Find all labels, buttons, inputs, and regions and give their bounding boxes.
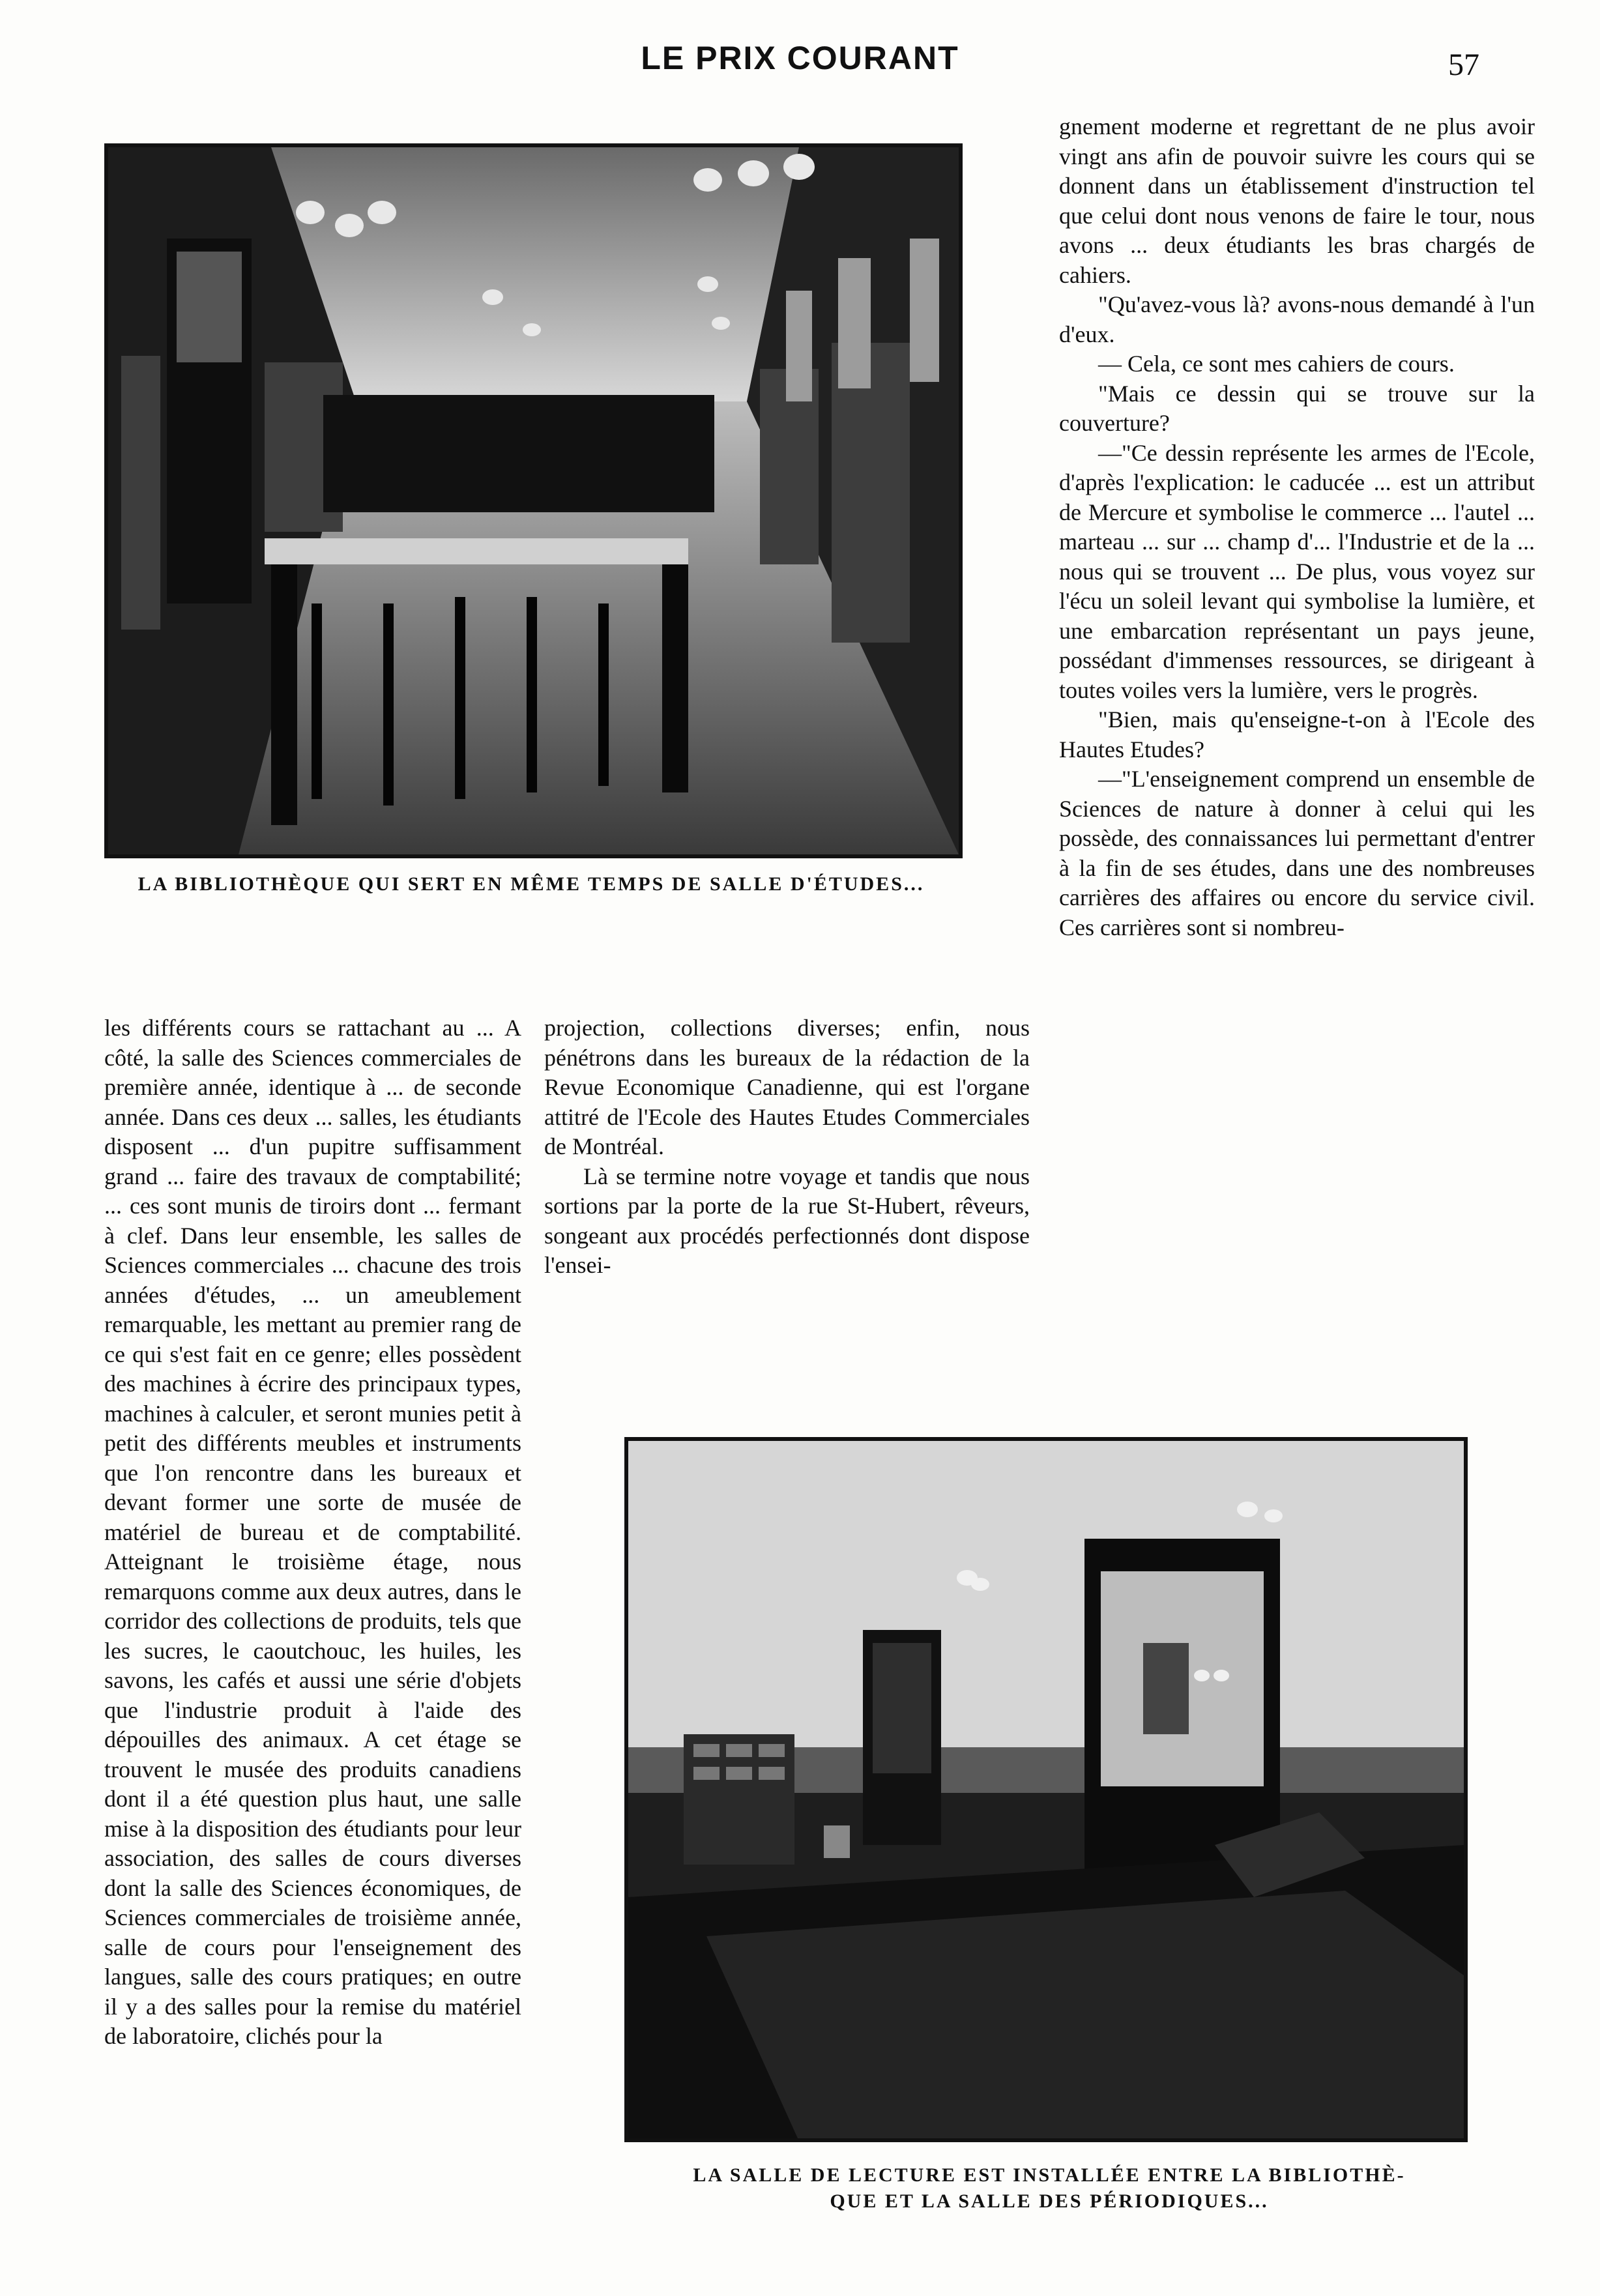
page-number: 57 (1448, 48, 1479, 82)
text-column-middle (544, 1013, 1030, 1281)
library-photo (104, 143, 963, 858)
paragraph: "Mais ce dessin qui se trouve sur la couverture? (1059, 380, 1535, 436)
paragraph: projection, collections diverses; enfin, nous pénétrons dans les bureaux de la rédaction de la Revue Economique Canadienne, qui est l'organe attitré de l'Ecole des Hautes Etudes Commerciales de Montréal. (544, 1015, 1030, 1159)
running-head: LE PRIX COURANT (641, 40, 959, 76)
paragraph: les différents cours se rattachant au ... A côté, la salle des Sciences commerciales de première année, identique à ... de seconde année. Dans ces deux ... salles, les étudiants disposent ... d'un pupitre suffisamment grand ... faire des travaux de comptabilité; ... ces sont munis de tiroirs dont ... fermant à clef. Dans leur ensemble, les salles de Sciences commerciales ... chacune des trois années d'études, ... un ameublement remarquable, les mettant au premier rang de ce qui s'est fait en ce genre; elles possèdent des machines à écrire des principaux types, machines à calculer, et seront munies petit à petit des différents meubles et instruments que l'on rencontre dans les bureaux et devant former une sorte de musée de matériel de bureau et de comptabilité. Atteignant le troisième étage, nous remarquons comme aux deux autres, dans le corridor des collections de produits, tels que les sucres, le caoutchouc, les huiles, les savons, les cafés et aussi une série d'objets que l'industrie produit à l'aide des dépouilles des animaux. A cet étage se trouvent le musée des produits canadiens dont il a été question plus haut, une salle mise à la disposition des étudiants pour leur association, des salles de cours diverses dont la salle des Sciences économiques, de Sciences commerciales de troisième année, salle de cours pour l'enseignement des langues, salle des cours pratiques; en outre il y a des salles pour la remise du matériel de laboratoire, clichés pour la (104, 1015, 521, 2049)
paragraph: —"Ce dessin représente les armes de l'Ecole, d'après l'explication: le caducée ... est un attribut de Mercure et symbolise le commerce ... l'autel ... marteau ... sur ... champ d'... l'Industrie et de la ... nous qui se trouvent ... De plus, vous voyez sur l'écu un soleil levant qui symbolise la lumière, et une embarcation représentant un pays jeune, possédant d'immenses ressources, se dirigeant à toutes voiles vers la lumière, vers le progrès. (1059, 439, 1535, 703)
caption-line: LA SALLE DE LECTURE EST INSTALLÉE ENTRE LA BIBLIOTHÈ- (693, 2164, 1406, 2186)
caption-line: QUE ET LA SALLE DES PÉRIODIQUES... (830, 2190, 1269, 2212)
paragraph: —"L'enseignement comprend un ensemble de Sciences de nature à donner à celui qui les possède, des connaissances lui permettant d'entrer à la fin de ses études, dans une des nombreuses carrières des affaires ou encore du service civil. Ces carrières sont si nombreu- (1059, 766, 1535, 940)
paragraph: Là se termine notre voyage et tandis que nous sortions par la porte de la rue St-Hubert, rêveurs, songeant aux procédés perfectionnés dont dispose l'ensei- (544, 1163, 1030, 1278)
paragraph: gnement moderne et regrettant de ne plus avoir vingt ans afin de pouvoir suivre les cours qui se donnent dans un établissement d'instruction tel que celui dont nous venons de faire le tour, nous avons ... deux étudiants les bras chargés de cahiers. (1059, 113, 1535, 288)
paragraph: "Qu'avez-vous là? avons-nous demandé à l'un d'eux. (1059, 291, 1535, 347)
paragraph: "Bien, mais qu'enseigne-t-on à l'Ecole des Hautes Etudes? (1059, 706, 1535, 763)
reading-room-photo-caption (652, 2162, 1447, 2215)
text-column-left (104, 1013, 521, 2052)
reading-room-photo (624, 1437, 1468, 2142)
text-column-right-upper (1059, 112, 1535, 942)
paragraph: — Cela, ce sont mes cahiers de cours. (1098, 351, 1455, 377)
library-photo-caption: LA BIBLIOTHÈQUE QUI SERT EN MÊME TEMPS DE SALLE D'ÉTUDES... (138, 873, 925, 895)
